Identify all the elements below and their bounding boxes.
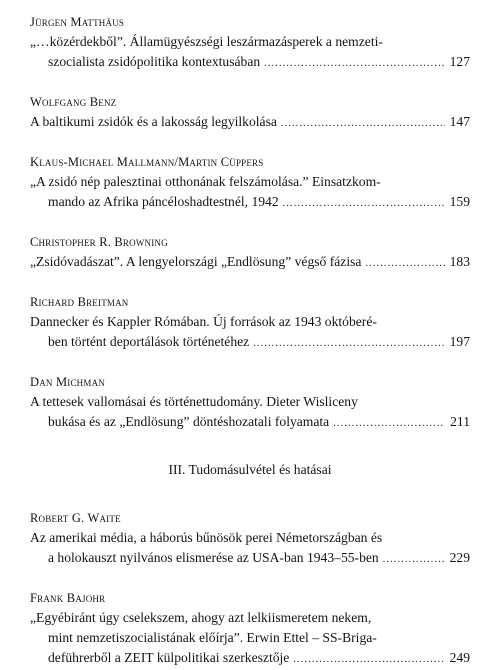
entry-title-line (30, 52, 470, 72)
author-name: Christopher R. Browning (30, 235, 168, 249)
entry-title-line (30, 192, 470, 212)
toc-entry (30, 292, 470, 352)
entry-title-line (30, 392, 470, 412)
dot-leader (264, 54, 445, 74)
author-name: Wolfgang Benz (30, 95, 117, 109)
page-number: 147 (449, 114, 470, 129)
toc-entry (30, 372, 470, 432)
toc-entry (30, 232, 470, 272)
entry-title-line (30, 628, 470, 648)
entry-title-line (30, 32, 470, 52)
toc-entry (30, 152, 470, 212)
page-number: 159 (449, 194, 470, 209)
entry-title-line (30, 252, 470, 272)
dot-leader (293, 650, 445, 670)
entry-title-text: mint nemzetiszocialistának előírja”. Erwin Ettel – SS-Briga- (48, 630, 377, 645)
author-name: Frank Bajohr (30, 591, 106, 605)
entry-title-line (30, 332, 470, 352)
entry-title-text: deführerből a ZEIT külpolitikai szerkesztője (48, 650, 290, 665)
section-heading: III. Tudomásulvétel és hatásai (168, 462, 332, 477)
entry-title-line (30, 172, 470, 192)
entry-title-text: A tettesek vallomásai és történettudomány. Dieter Wisliceny (30, 394, 358, 409)
entry-title-line (30, 112, 470, 132)
entry-title-line (30, 528, 470, 548)
entry-title-text: „Zsidóvadászat”. A lengyelországi „Endlösung” végső fázisa (30, 254, 362, 269)
entry-title-text: mando az Afrika páncéloshadtestnél, 1942 (48, 194, 279, 209)
toc-entry (30, 588, 470, 668)
entry-title-text: Az amerikai média, a háborús bűnösök perei Németországban és (30, 530, 383, 545)
dot-leader (253, 334, 445, 354)
entry-title-text: szocialista zsidópolitika kontextusában (48, 54, 261, 69)
dot-leader (383, 550, 445, 570)
page-number: 197 (449, 334, 470, 349)
author-name: Jürgen Matthäus (30, 15, 125, 29)
entry-title-line (30, 648, 470, 668)
entry-title-text: „A zsidó nép palesztinai otthonának felszámolása.” Einsatzkom- (30, 174, 381, 189)
entry-title-line (30, 412, 470, 432)
entry-title-text: A baltikumi zsidók és a lakosság legyilkolása (30, 114, 277, 129)
entry-title-text: a holokauszt nyilvános elismerése az USA-ban 1943–55-ben (48, 550, 379, 565)
toc-entry (30, 92, 470, 132)
table-of-contents (30, 12, 470, 668)
entry-title-line (30, 608, 470, 628)
page-number: 211 (450, 414, 470, 429)
page-number: 183 (449, 254, 470, 269)
author-name: Richard Breitman (30, 295, 129, 309)
toc-entry (30, 12, 470, 72)
page-number: 127 (449, 54, 470, 69)
entry-title-text: „Egyébiránt úgy cselekszem, ahogy azt lelkiismeretem nekem, (30, 610, 372, 625)
author-name: Dan Michman (30, 375, 105, 389)
toc-entry (30, 508, 470, 568)
entry-title-line (30, 548, 470, 568)
entry-title-text: ben történt deportálások történetéhez (48, 334, 250, 349)
entry-title-text: bukása és az „Endlösung” döntéshozatali folyamata (48, 414, 330, 429)
entry-title-text: Dannecker és Kappler Rómában. Új források az 1943 októberé- (30, 314, 377, 329)
author-name: Klaus-Michael Mallmann/Martin Cüppers (30, 155, 264, 169)
dot-leader (281, 114, 445, 134)
author-name: Robert G. Waite (30, 511, 121, 525)
entry-title-text: „…közérdekből”. Államügyészségi leszármazásperek a nemzeti- (30, 34, 383, 49)
page-number: 249 (449, 650, 470, 665)
entry-title-line (30, 312, 470, 332)
dot-leader (365, 254, 445, 274)
dot-leader (283, 194, 445, 214)
page-number: 229 (449, 550, 470, 565)
dot-leader (333, 414, 445, 434)
